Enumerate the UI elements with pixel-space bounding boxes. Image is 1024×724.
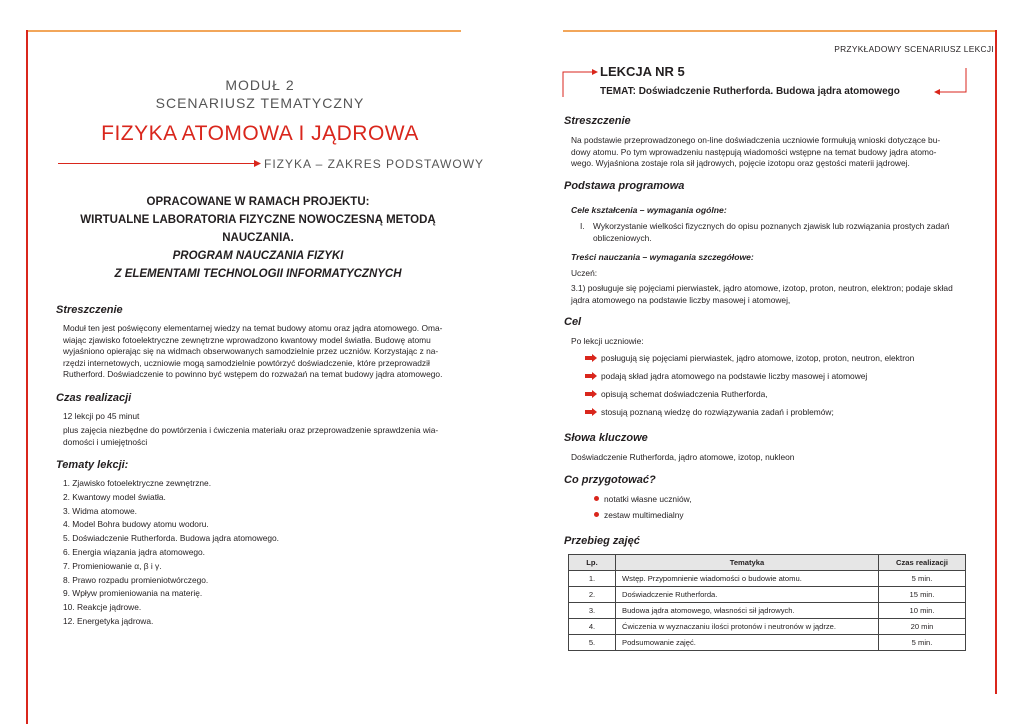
text-line: wyjaśniono opierając się na widmach obserwowanych samodzielnie przez uczniów. Korzystając z na-	[63, 346, 439, 357]
text-line: Wykorzystanie wielkości fizycznych do opisu poznanych zjawisk lub rozwiązania prostych zadań	[593, 221, 950, 231]
right-page-header: PRZYKŁADOWY SCENARIUSZ LEKCJI	[834, 44, 994, 54]
table-cell: Doświadczenie Rutherforda.	[616, 587, 879, 603]
scenario-label: SCENARIUSZ TEMATYCZNY	[155, 95, 365, 111]
text-line: obliczeniowych.	[593, 232, 652, 243]
text-line: Moduł ten jest poświęcony elementarnej wiedzy na temat budowy atomu oraz jądra atomowego. Oma-	[63, 323, 443, 333]
text-line: wiając zjawisko fotoelektryczne zewnętrzne wprowadzono kwantowy model światła. Budowę atomu	[63, 334, 431, 345]
list-item	[571, 352, 914, 370]
dot-bullet-icon	[594, 512, 599, 517]
course-heading: Przebieg zajęć	[564, 535, 640, 547]
title-arrow-line	[58, 159, 262, 168]
topics-list	[63, 477, 279, 629]
project-line-2: WIRTUALNE LABORATORIA FIZYCZNE NOWOCZESNĄ METODĄ NAUCZANIA.	[80, 214, 436, 244]
list-item: 3. Widma atomowe.	[63, 505, 138, 516]
aim-intro: Po lekcji uczniowie:	[571, 336, 644, 346]
text-line: wego. Wyjaśniona zostaje rola sił jądrowych, pojęcie izotopu oraz gęstości materii jądrowej.	[571, 158, 910, 169]
prep-text: notatki własne uczniów,	[604, 494, 692, 504]
column-header: Lp.	[569, 555, 616, 571]
table-cell: 20 min	[879, 619, 966, 635]
lesson-number: LEKCJA NR 5	[600, 64, 685, 79]
table-cell: 1.	[569, 571, 616, 587]
right-frame-line	[995, 30, 997, 694]
table-cell: 5 min.	[879, 571, 966, 587]
table-cell: Ćwiczenia w wyznaczaniu ilości protonów i neutronów w jądrze.	[616, 619, 879, 635]
aim-text: stosują poznaną wiedzę do rozwiązywania zadań i problemów;	[601, 407, 834, 417]
content-text	[571, 283, 973, 306]
table-cell: 5.	[569, 635, 616, 651]
list-item: 9. Wpływ promieniowania na materię.	[63, 588, 203, 599]
aim-heading: Cel	[564, 316, 582, 328]
lesson-topic: TEMAT: Doświadczenie Rutherforda. Budowa jądra atomowego	[600, 86, 900, 97]
right-summary-text	[571, 135, 971, 170]
text-line: Rutherford. Doświadczenie to powinno być wstępem do rozważań na temat budowy jądra atomowego.	[63, 369, 443, 380]
goals-heading: Cele kształcenia – wymagania ogólne:	[571, 205, 727, 215]
text-line: Na podstawie przeprowadzonego on-line doświadczenia uczniowie formułują wnioski dotyczące bu-	[571, 135, 941, 145]
list-item: 6. Energia wiązania jądra atomowego.	[63, 546, 205, 557]
list-item: 7. Promieniowanie α, β i γ.	[63, 560, 162, 571]
left-top-rule	[28, 30, 461, 32]
dot-bullet-icon	[594, 496, 599, 501]
list-item	[564, 509, 692, 525]
arrow-bullet-icon	[585, 372, 597, 380]
arrow-bullet-icon	[585, 408, 597, 416]
table-cell: Budowa jądra atomowego, własności sił jądrowych.	[616, 603, 879, 619]
table-cell: 3.	[569, 603, 616, 619]
prep-heading: Co przygotować?	[564, 474, 656, 486]
module-label: MODUŁ 2	[225, 77, 295, 93]
course-table	[568, 554, 966, 651]
aim-text: opisują schemat doświadczenia Rutherforda,	[601, 389, 768, 399]
list-item	[571, 406, 914, 424]
text-line: plus zajęcia niezbędne do powtórzenia i ćwiczenia materiału oraz przeprowadzenie sprawdzenia wia-	[63, 425, 439, 435]
prep-list	[564, 493, 692, 525]
table-row	[569, 635, 966, 651]
table-cell: 2.	[569, 587, 616, 603]
table-header-row	[569, 555, 966, 571]
goals-text	[593, 221, 973, 244]
level-label: FIZYKA – ZAKRES PODSTAWOWY	[264, 157, 485, 171]
column-header: Tematyka	[616, 555, 879, 571]
prep-text: zestaw multimedialny	[604, 510, 684, 520]
basis-heading: Podstawa programowa	[564, 180, 685, 192]
right-summary-heading: Streszczenie	[564, 115, 631, 127]
table-cell: 15 min.	[879, 587, 966, 603]
list-item: 10. Reakcje jądrowe.	[63, 602, 142, 613]
table-cell: 10 min.	[879, 603, 966, 619]
text-line: domości i umiejętności	[63, 436, 148, 447]
table-cell: Wstęp. Przypomnienie wiadomości o budowie atomu.	[616, 571, 879, 587]
table-cell: Podsumowanie zajęć.	[616, 635, 879, 651]
left-summary-text	[63, 323, 463, 381]
time-extra	[63, 425, 463, 448]
project-line-1: OPRACOWANE W RAMACH PROJEKTU:	[146, 196, 370, 208]
arrow-bullet-icon	[585, 354, 597, 362]
aim-text: podają skład jądra atomowego na podstawie liczby masowej i atomowej	[601, 371, 868, 381]
table-cell: 5 min.	[879, 635, 966, 651]
module-title: FIZYKA ATOMOWA I JĄDROWA	[101, 122, 419, 145]
text-line: jądra atomowego na podstawie liczby masowej i atomowej,	[571, 294, 791, 305]
text-line: rzędzi internetowych, uczniowie mogą samodzielnie powtórzyć doświadczenie, które przeprowadził	[63, 357, 430, 368]
arrow-bullet-icon	[585, 390, 597, 398]
list-item: 5. Doświadczenie Rutherforda. Budowa jądra atomowego.	[63, 533, 280, 544]
text-line: dowy atomu. Po tym wprowadzeniu następują wiadomości wstępne na temat budowy jądra atomo-	[571, 146, 937, 157]
table-row	[569, 587, 966, 603]
topics-heading: Tematy lekcji:	[56, 459, 129, 471]
column-header: Czas realizacji	[879, 555, 966, 571]
list-item: 8. Prawo rozpadu promieniotwórczego.	[63, 574, 209, 585]
list-item	[564, 493, 692, 509]
list-item: 4. Model Bohra budowy atomu wodoru.	[63, 519, 209, 530]
student-label: Uczeń:	[571, 268, 598, 278]
list-item: 1. Zjawisko fotoelektryczne zewnętrzne.	[63, 478, 212, 488]
content-heading: Treści nauczania – wymagania szczegółowe:	[571, 252, 754, 262]
project-block	[52, 193, 464, 283]
time-heading: Czas realizacji	[56, 392, 132, 404]
table-row	[569, 571, 966, 587]
project-line-3: PROGRAM NAUCZANIA FIZYKI	[172, 250, 344, 262]
keywords-text: Doświadczenie Rutherforda, jądro atomowe, izotop, nukleon	[571, 452, 795, 462]
left-summary-heading: Streszczenie	[56, 304, 123, 316]
table-row	[569, 603, 966, 619]
left-frame-line	[26, 30, 28, 724]
aim-text: posługują się pojęciami pierwiastek, jądro atomowe, izotop, proton, neutron, elektron	[601, 353, 915, 363]
table-row	[569, 619, 966, 635]
list-item	[571, 388, 914, 406]
time-lessons: 12 lekcji po 45 minut	[63, 411, 140, 421]
aims-list	[571, 352, 914, 424]
list-item: 12. Energetyka jądrowa.	[63, 615, 154, 626]
list-item	[571, 370, 914, 388]
text-line: 3.1) posługuje się pojęciami pierwiastek, jądro atomowe, izotop, proton, neutron, elektron; podaje skład	[571, 283, 953, 293]
right-top-rule	[563, 30, 995, 32]
list-item: 2. Kwantowy model światła.	[63, 491, 166, 502]
keywords-heading: Słowa kluczowe	[564, 432, 648, 444]
table-cell: 4.	[569, 619, 616, 635]
project-line-4: Z ELEMENTAMI TECHNOLOGII INFORMATYCZNYCH	[114, 268, 402, 280]
goals-number: I.	[580, 221, 585, 231]
